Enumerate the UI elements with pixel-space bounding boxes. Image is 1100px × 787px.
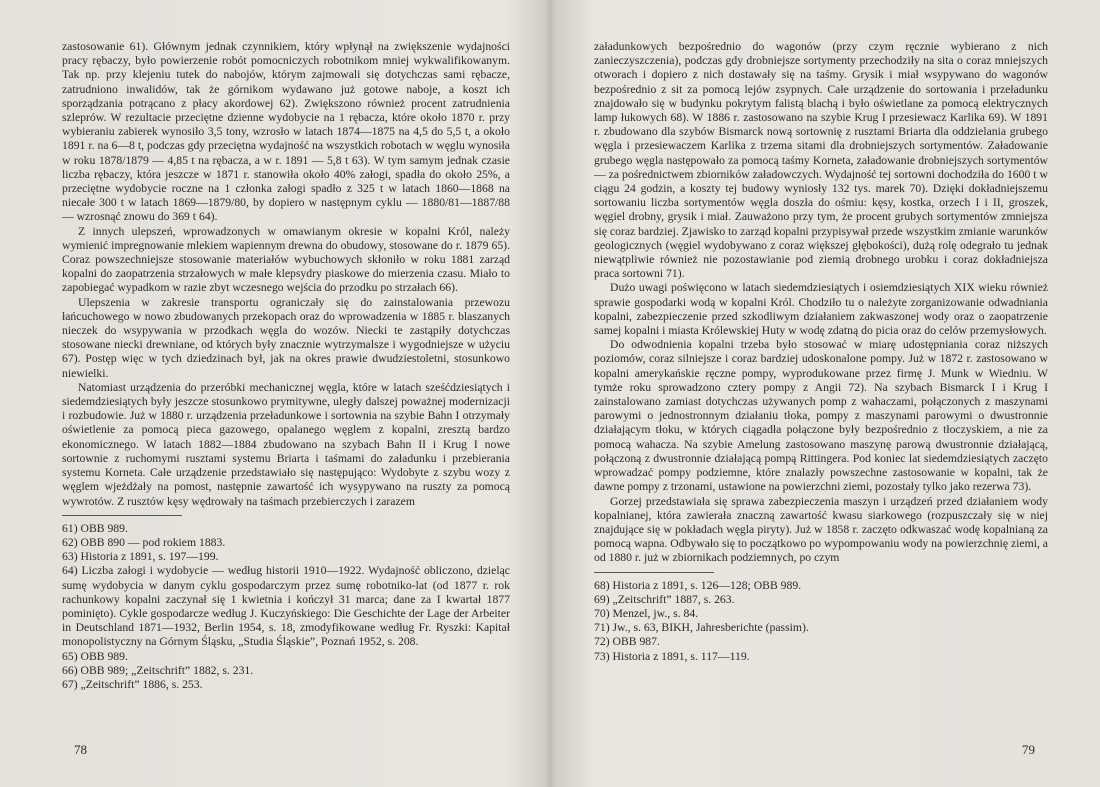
footnote: 70) Menzel, jw., s. 84.	[594, 606, 699, 620]
paragraph: Do odwodnienia kopalni trzeba było stosować w miarę udostępniania coraz niższych poziomów, coraz silniejsze i coraz bardziej udoskonalone pompy. Już w 1872 r. zastosowano w kopalni amerykańskie ręczne pompy, wyprodukowane przez firmę J. Munk w Wiedniu. W tymże roku sprowadzono cztery pompy z Angii 72). Na szybach Bismarck I i Krug I zainstalowano zamiast dotychczas używanych pomp z wahaczami, połączonych z maszynami parowymi o jednostronnym działaniu tłoka, pompy z maszynami parowymi o dwustronnie działającym tłoku, w których ciągadła połączone były bezpośrednio z tłoczyskiem, a nie za pomocą wahacza. Na szybie Amelung zastosowano maszynę parową dwustronnie działającą, połączoną z dwustronnie działającą pompą Rittingera. Pod koniec lat siedemdziesiątych zaczęto wprowadzać pompy podziemne, które znalazły powszechne zastosowanie w kopalni, tak że dawne pompy z trzonami, ustawione na powierzchni ziemi, pozostały tylko jako rezerwa 73).	[594, 338, 1048, 494]
footnote: 66) OBB 989; „Zeitschrift” 1882, s. 231.	[62, 663, 254, 677]
page-number-right: 79	[1022, 742, 1035, 757]
paragraph: Z innych ulepszeń, wprowadzonych w omawianym okresie w kopalni Król, należy wymienić impregnowanie mlekiem wapiennym drewna do obudowy, stosowane do r. 1879 65). Coraz powszechniejsze stosowanie materiałów wybuchowych skłoniło w roku 1881 zarząd kopalni do zaopatrzenia strzałowych w małe klepsydry piaskowe do mierzenia czasu. Miało to zapobiegać wypadkom w razie zbyt wczesnego wejścia do przodku po strzałach 66).	[62, 224, 510, 295]
footnote: 63) Historia z 1891, s. 197—199.	[62, 550, 219, 564]
footnote: 67) „Zeitschrift” 1886, s. 253.	[62, 677, 203, 691]
right-page	[594, 40, 1048, 770]
page-number-left: 78	[74, 742, 87, 757]
footnote: 72) OBB 987.	[594, 635, 660, 649]
footnote: 68) Historia z 1891, s. 126—128; OBB 989.	[594, 578, 802, 592]
footnote: 65) OBB 989.	[62, 649, 128, 663]
paragraph: zastosowanie 61). Głównym jednak czynnikiem, który wpłynął na zwiększenie wydajności pracy rębaczy, było powierzenie robót pomocniczych robotnikom mniej wykwalifikowanym. Tak np. przy klejeniu tutek do nabojów, którym zajmowali się dotychczas sami rębacze, zatrudniono inwalidów, tak że górnikom wydawano już gotowe naboje, a koszt ich sporządzania potrącano z płacy akordowej 62). Zwiększono również procent zatrudnienia szleprów. W rezultacie przeciętne dzienne wydobycie na 1 rębacza, które około 1870 r. przy wybieraniu zabierek wynosiło 3,5 tony, wzrosło w latach 1874—1875 na 4,5 do 5,5 t, a około 1891 r. na 6—8 t, podczas gdy przeciętna wydajność na wszystkich robotach w węglu wynosiła w roku 1878/1879 — 4,85 t na rębacza, a w r. 1891 — 5,8 t 63). W tym samym jednak czasie liczba rębaczy, która jeszcze w 1871 r. stanowiła około 40% załogi, spadła do około 25%, a przeciętne wydobycie roczne na 1 członka załogi spadło z 325 t w latach 1860—1868 na niecałe 300 t w latach 1869—1879/80, by dopiero w następnym cyklu — 1880/81—1887/88 — wzrosnąć znowu do 369 t 64).	[62, 40, 510, 224]
footnote: 69) „Zeitschrift” 1887, s. 263.	[594, 592, 735, 606]
footnote: 64) Liczba załogi i wydobycie — według historii 1910—1922. Wydajność obliczono, dzieląc sumę wydobycia w danym cyklu gospodarczym przez sumę robotniko-lat (od 1877 r. rok rachunkowy kopalni zaczynał się 1 kwietnia i kończył 31 marca; dane za I kwartał 1877 pominięto). Cykle gospodarcze według J. Kuczyńskiego: Die Geschichte der Lage der Arbeiter in Deutschland 1871—1932, Berlin 1954, s. 18, zmodyfikowane według Fr. Ryszki: Kapitał monopolistyczny na Górnym Śląsku, „Studia Śląskie”, Poznań 1952, s. 208.	[62, 564, 510, 649]
paragraph: Gorzej przedstawiała się sprawa zabezpieczenia maszyn i urządzeń przed działaniem wody kopalnianej, która zawierała znaczną zawartość kwasu siarkowego (rozpuszczały się w niej znajdujące się w pokładach węgla piryty). Już w 1858 r. zaczęto odkwaszać wodę kopalnianą za pomocą wapna. Odbywało się to początkowo po wypompowaniu wody na powierzchnię ziemi, a od 1880 r. już w zbiornikach podziemnych, po czym	[594, 494, 1048, 565]
paragraph: Ulepszenia w zakresie transportu ograniczały się do zainstalowania przewozu łańcuchowego w nowo zbudowanych przekopach oraz do wprowadzenia w 1885 r. blaszanych nieczek do wsypywania w przodkach węgla do wozów. Niecki te zastąpiły dotychczas stosowane niecki drewniane, od których były znacznie wytrzymalsze i wygodniejsze w użyciu 67). Postęp więc w tych dziedzinach był, jak na okres prawie dwudziestoletni, stosunkowo niewielki.	[62, 295, 510, 380]
footnote: 62) OBB 890 — pod rokiem 1883.	[62, 535, 226, 549]
footnote-divider	[62, 515, 182, 516]
paragraph: załadunkowych bezpośrednio do wagonów (przy czym ręcznie wybierano z nich zanieczyszczenia), podczas gdy drobniejsze sortymenty przechodziły na sita o coraz mniejszych otworach i dopiero z nich dostawały się na taśmy. Grysik i miał wsypywano do wagonów bezpośrednio z sit za pomocą lejów zsypnych. Całe urządzenie do sortowania i przeładunku znajdowało się w budynku pokrytym falistą blachą i było oświetlane za pomocą elektrycznych lamp łukowych 68). W 1886 r. zastosowano na szybie Krug I przesiewacz Karlika 69). W 1891 r. zbudowano dla szybów Bismarck nową sortownię z rusztami Briarta dla oddzielania grubego węgla i przesiewaczem Karlika z trzema sitami dla drobniejszych sortymentów. Załadowanie grubego węgla następowało za pomocą taśmy Korneta, załadowanie drobniejszych sortymentów — za pośrednictwem zbiorników załadowczych. Wydajność tej sortowni dochodziła do 1600 t w ciągu 24 godzin, a koszty tej budowy wyniosły 132 tys. marek 70). Dzięki dokładniejszemu sortowaniu liczba sortymentów węgla doszła do ośmiu: kęsy, kostka, orzech I i II, groszek, węgiel drobny, grysik i miał. Zauważono przy tym, że procent grubych sortymentów zmniejsza się coraz bardziej. Zjawisko to zarząd kopalni przypisywał przede wszystkim zmianie warunków geologicznych (węgiel wydobywano z coraz większej głębokości), dużą rolę odegrało tu jednak niewątpliwie również nie pozostawianie pod ziemią drobnego urobku i coraz dokładniejsza praca sortowni 71).	[594, 40, 1048, 281]
footnote: 71) Jw., s. 63, BIKH, Jahresberichte (passim).	[594, 621, 809, 635]
footnote: 73) Historia z 1891, s. 117—119.	[594, 649, 750, 663]
footnote-divider	[594, 572, 714, 573]
paragraph: Natomiast urządzenia do przeróbki mechanicznej węgla, które w latach sześćdziesiątych i siedemdziesiątych były jeszcze stosunkowo prymitywne, uległy dalszej poważnej modernizacji i rozbudowie. Już w 1880 r. urządzenia przeładunkowe i sortownia na szybie Bahn I otrzymały oświetlenie za pomocą pieca gazowego, opalanego węglem z kopalni, zresztą bardzo ekonomicznego. W latach 1882—1884 zbudowano na szybach Bahn II i Krug I nowe sortownie z ruchomymi rusztami systemu Briarta i taśmami do załadunku i przebierania systemu Korneta. Całe urządzenie przedstawiało się następująco: Wydobyte z szybu wozy z węglem wjeżdżały na pomost, następnie zawartość ich wysypywano na ruszty za pomocą wywrotów. Z rusztów kęsy wędrowały na taśmach przebierczych i zarazem	[62, 380, 510, 508]
left-page	[62, 40, 510, 770]
footnote: 61) OBB 989.	[62, 521, 128, 535]
paragraph: Dużo uwagi poświęcono w latach siedemdziesiątych i osiemdziesiątych XIX wieku również sprawie gospodarki wodą w kopalni Król. Chodziło tu o należyte zorganizowanie odwadniania kopalni, zabezpieczenie przed szkodliwym działaniem zakwaszonej wody oraz o zaopatrzenie samej kopalni i miasta Królewskiej Huty w wodę zdatną do picia oraz do celów przemysłowych.	[594, 281, 1048, 338]
